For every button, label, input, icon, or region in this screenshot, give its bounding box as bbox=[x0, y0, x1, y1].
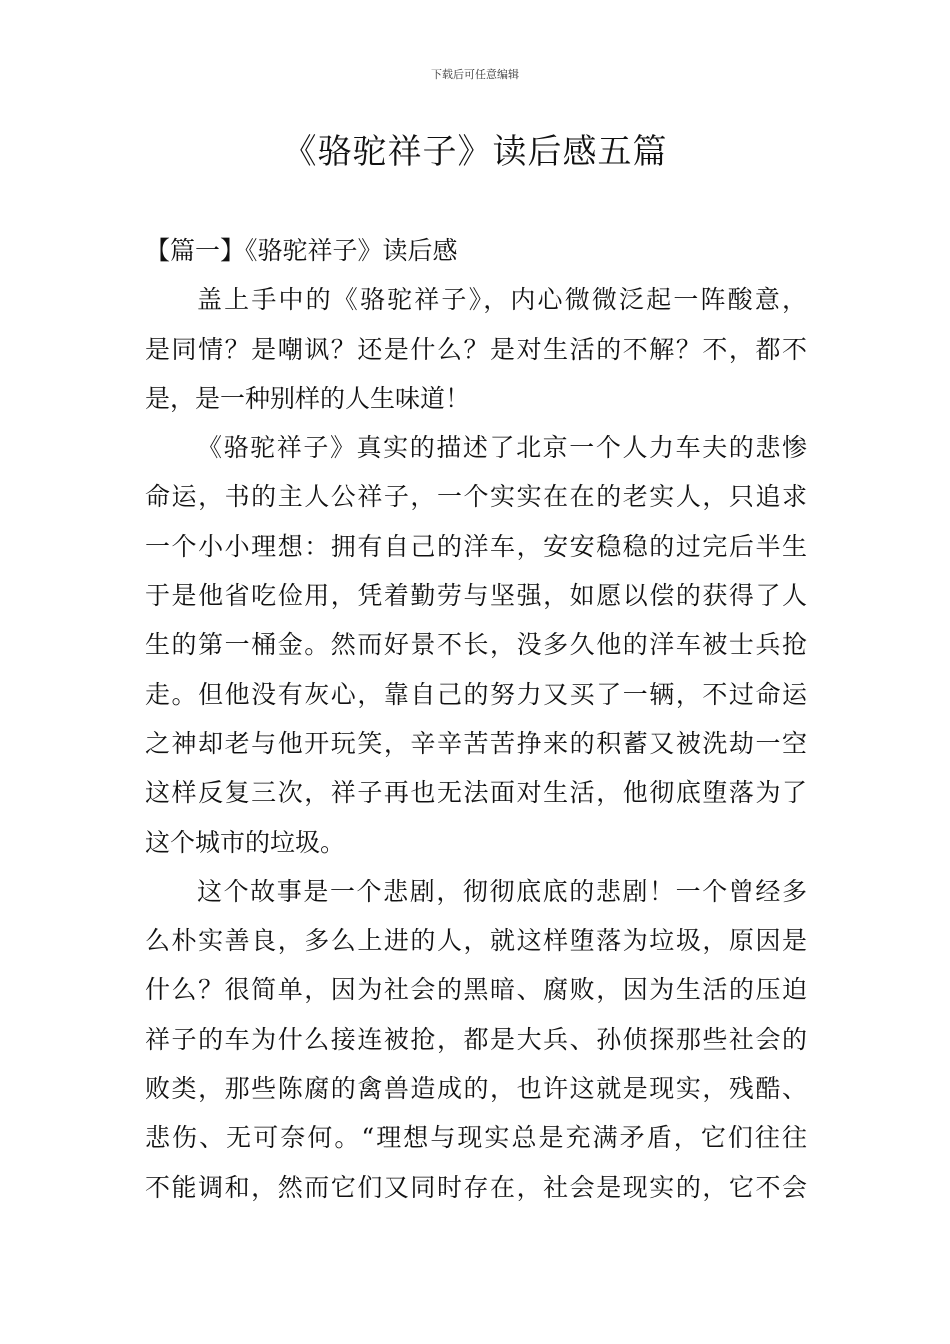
paragraph-line: 这个城市的垃圾。 bbox=[145, 827, 346, 857]
paragraph-line: 是，是一种别样的人生味道！ bbox=[145, 383, 471, 413]
paragraph-line: 一个小小理想：拥有自己的洋车，安安稳稳的过完后半生 bbox=[145, 531, 807, 561]
paragraph-line: 悲伤、无可奈何。“理想与现实总是充满矛盾，它们往往 bbox=[145, 1123, 807, 1153]
paragraph-line: 祥子的车为什么接连被抢，都是大兵、孙侦探那些社会的 bbox=[145, 1024, 807, 1054]
paragraph-line: 之神却老与他开玩笑，辛辛苦苦挣来的积蓄又被洗劫一空 bbox=[145, 728, 807, 758]
paragraph-line: 生的第一桶金。然而好景不长，没多久他的洋车被士兵抢 bbox=[145, 630, 807, 660]
document-body bbox=[145, 226, 807, 1212]
paragraph-line: 是同情？是嘲讽？还是什么？是对生活的不解？不，都不 bbox=[145, 334, 807, 364]
paragraph-line: 命运，书的主人公祥子，一个实实在在的老实人，只追求 bbox=[145, 482, 807, 512]
header-note: 下载后可任意编辑 bbox=[431, 68, 519, 81]
document-title: 《骆驼祥子》读后感五篇 bbox=[282, 132, 668, 172]
paragraph-line: 么朴实善良，多么上进的人，就这样堕落为垃圾，原因是 bbox=[145, 926, 807, 956]
paragraph-line: 于是他省吃俭用，凭着勤劳与坚强，如愿以偿的获得了人 bbox=[145, 581, 807, 611]
paragraph-line: 盖上手中的《骆驼祥子》，内心微微泛起一阵酸意， bbox=[197, 285, 807, 315]
paragraph-line: 走。但他没有灰心，靠自己的努力又买了一辆，不过命运 bbox=[145, 679, 807, 709]
paragraph-line: 不能调和，然而它们又同时存在，社会是现实的，它不会 bbox=[145, 1172, 807, 1202]
section-heading: 【篇一】《骆驼祥子》读后感 bbox=[145, 236, 458, 265]
paragraph-line: 败类，那些陈腐的禽兽造成的，也许这就是现实，残酷、 bbox=[145, 1074, 807, 1104]
paragraph-line: 什么？很简单，因为社会的黑暗、腐败，因为生活的压迫 bbox=[145, 975, 807, 1005]
paragraph-line: 这个故事是一个悲剧，彻彻底底的悲剧！一个曾经多 bbox=[197, 876, 807, 906]
paragraph-line: 这样反复三次，祥子再也无法面对生活，他彻底堕落为了 bbox=[145, 778, 807, 808]
paragraph-line: 《骆驼祥子》真实的描述了北京一个人力车夫的悲惨 bbox=[197, 433, 807, 463]
